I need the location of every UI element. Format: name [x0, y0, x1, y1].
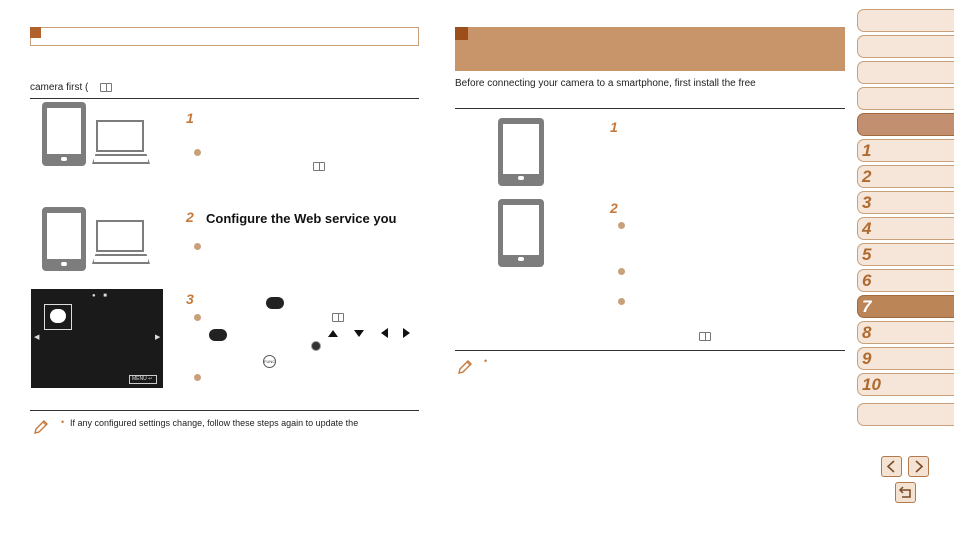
book-ref-icon[interactable] — [313, 162, 325, 171]
control-dial-icon — [311, 341, 321, 351]
left-subtitle — [30, 82, 88, 93]
book-ref-icon[interactable] — [100, 83, 112, 92]
smartphone-icon — [42, 207, 86, 271]
tab-cover[interactable] — [857, 9, 954, 32]
step-number: 3 — [186, 291, 194, 307]
tab-index[interactable] — [857, 403, 954, 426]
tab-chapter-1[interactable] — [857, 139, 954, 162]
cloud-sync-icon — [209, 329, 227, 341]
left-arrow-icon — [381, 328, 388, 338]
step-number: 2 — [186, 209, 194, 225]
laptop-icon — [92, 220, 150, 266]
tab-chapter-10[interactable] — [857, 373, 954, 396]
left-subtitle-text: camera first ( — [30, 82, 89, 93]
tab-chapter-8[interactable] — [857, 321, 954, 344]
note-text: If any configured settings change, follow these steps again to update the — [70, 418, 359, 428]
bullet-icon — [194, 243, 201, 250]
bullet-icon — [618, 268, 625, 275]
left-arrow-icon: ◀ — [34, 334, 40, 341]
step-number: 2 — [610, 200, 618, 216]
book-ref-icon[interactable] — [699, 332, 711, 341]
pencil-note-icon — [32, 418, 50, 436]
bullet-icon — [194, 149, 201, 156]
book-ref-icon[interactable] — [332, 313, 344, 322]
header-marker — [30, 27, 41, 38]
tab-chapter-4[interactable] — [857, 217, 954, 240]
left-section-header — [30, 27, 419, 46]
step-title: Configure the Web service you — [206, 211, 397, 226]
tab-chapter-6[interactable] — [857, 269, 954, 292]
tab-chapter-5[interactable] — [857, 243, 954, 266]
return-icon[interactable] — [895, 482, 916, 503]
tab-advanced-guide[interactable] — [857, 87, 954, 110]
divider — [455, 108, 845, 109]
tab-chapter-2[interactable] — [857, 165, 954, 188]
header-marker — [455, 27, 468, 40]
right-section-header — [455, 27, 845, 71]
camera-screen-image — [31, 289, 163, 388]
tab-before-use[interactable] — [857, 35, 954, 58]
chapter-number: 3 — [862, 193, 872, 212]
chapter-number: 2 — [862, 167, 872, 186]
chapter-number: 1 — [862, 141, 872, 160]
tab-basic-guide[interactable] — [857, 61, 954, 84]
smartphone-icon — [42, 102, 86, 166]
laptop-icon — [92, 120, 150, 166]
chapter-number: 5 — [862, 245, 872, 264]
right-arrow-icon: ▶ — [155, 334, 161, 341]
divider — [30, 98, 419, 99]
tab-chapter-7[interactable] — [857, 295, 954, 318]
chapter-number: 4 — [862, 219, 872, 238]
bullet-icon — [194, 314, 201, 321]
func-set-button-icon: FUNC — [263, 355, 276, 368]
menu-back-icon: MENU ↩ — [129, 375, 157, 384]
tab-chapter-9[interactable] — [857, 347, 954, 370]
chapter-number: 7 — [862, 297, 872, 316]
note-bullet: • — [484, 356, 488, 366]
arrow-right-icon[interactable] — [908, 456, 929, 477]
intro-text: Before connecting your camera to a smartphone, first install the free — [455, 78, 756, 89]
page-dots-icon: ● ■ — [92, 293, 110, 299]
right-arrow-icon — [403, 328, 410, 338]
divider — [30, 410, 419, 411]
bullet-icon — [618, 298, 625, 305]
step-number: 1 — [610, 119, 618, 135]
divider — [455, 350, 845, 351]
arrow-left-icon[interactable] — [881, 456, 902, 477]
up-arrow-icon — [328, 330, 338, 337]
chapter-number: 8 — [862, 323, 872, 342]
cloud-sync-icon — [266, 297, 284, 309]
tab-chapter-3[interactable] — [857, 191, 954, 214]
down-arrow-icon — [354, 330, 364, 337]
tab-section-header[interactable] — [857, 113, 954, 136]
chapter-number: 10 — [862, 375, 881, 394]
cloud-sync-icon — [50, 309, 66, 323]
note-bullet: • — [61, 417, 65, 427]
chapter-number: 9 — [862, 349, 872, 368]
bullet-icon — [194, 374, 201, 381]
smartphone-icon — [498, 199, 544, 267]
chapter-number: 6 — [862, 271, 872, 290]
pencil-note-icon — [456, 358, 474, 376]
smartphone-icon — [498, 118, 544, 186]
step-number: 1 — [186, 110, 194, 126]
bullet-icon — [618, 222, 625, 229]
